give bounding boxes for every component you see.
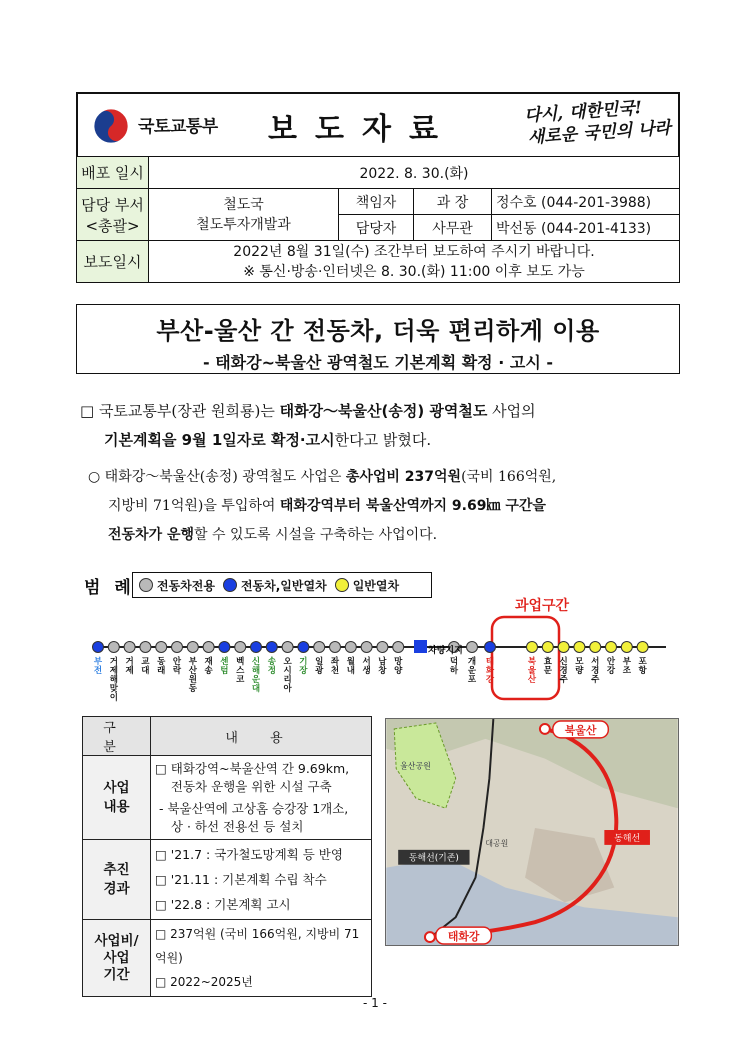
row-progress: [151, 840, 372, 920]
station-label-char: 광: [315, 666, 324, 676]
headline-box: [76, 304, 680, 374]
station-label-char: 강: [485, 675, 495, 685]
content-2-3: □ '22.8 : 기본계획 고시: [155, 897, 291, 912]
station-label-char: 내: [346, 666, 355, 676]
content-3-2: □ 2022~2025년: [155, 975, 253, 989]
paragraph-2-line-3: [108, 520, 437, 550]
content-3-1: □ 237억원 (국비 166억원, 지방비 71억원): [155, 927, 360, 965]
station-label-char: 재: [204, 657, 213, 667]
station-label-char: 기: [299, 657, 308, 667]
station-label-char: 남: [378, 657, 387, 667]
embargo-label: 보도일시: [77, 241, 149, 283]
cat-3: 사업비/ 사업 기간: [94, 932, 139, 983]
station-label-char: 부: [188, 657, 197, 667]
station-dot-1: [108, 642, 119, 653]
taehwagang-station-marker: [425, 932, 435, 942]
responsible-rank: 과 장: [414, 189, 492, 215]
station-dot-28: [606, 642, 617, 653]
station-label-char: 문: [543, 666, 552, 676]
station-label-char: 정: [267, 666, 276, 676]
station-label-char: 거: [125, 657, 134, 667]
station-dot-26: [574, 642, 585, 653]
station-label-char: 태: [485, 657, 495, 667]
station-label-char: 산: [188, 666, 197, 676]
dept-name-line2: 철도투자개발과: [196, 216, 291, 233]
summary-col-content: 내 용: [151, 717, 372, 756]
dept-name-line1: 철도국: [223, 196, 264, 213]
station-label-char: 대: [251, 684, 261, 694]
station-label-char: 서: [591, 657, 600, 667]
station-label-char: 일: [315, 657, 324, 667]
station-label-char: 벡: [236, 657, 245, 667]
content-1-2: 전동차 운행을 위한 시설 구축: [155, 778, 332, 794]
station-label-char: 산: [527, 675, 537, 685]
main-headline: 부산-울산 간 전동차, 더욱 편리하게 이용: [156, 317, 600, 345]
p2-text-b: 총사업비 237억원: [345, 469, 462, 485]
station-label-char: 좌: [330, 657, 340, 667]
station-label-char: 경: [591, 666, 600, 676]
station-dot-5: [172, 642, 183, 653]
station-label-char: 양: [394, 666, 403, 676]
responsible-contact: 정수호 (044-201-3988): [492, 189, 680, 215]
legend-title: 범 례: [84, 578, 135, 598]
summary-col-category: 구 분: [83, 717, 151, 756]
p1-text-a: □ 국토교통부(장관 원희룡)는: [80, 402, 280, 420]
station-label-char: 량: [575, 666, 584, 676]
p2-text-d: 지방비 71억원)을 투입하여: [108, 498, 280, 514]
station-label-char: 락: [172, 666, 182, 676]
station-label-char: 경: [559, 666, 568, 676]
staff-contact: 박선동 (044-201-4133): [492, 215, 680, 241]
paragraph-1-line-2: [104, 425, 431, 455]
station-dot-13: [298, 642, 309, 653]
bukulsan-station-marker: [540, 724, 550, 734]
station-label-char: 동: [157, 657, 166, 667]
staff-rank: 사무관: [414, 215, 492, 241]
station-label-char: 항: [638, 666, 647, 676]
row-budget-period-label: [83, 920, 151, 997]
station-dot-24: [542, 642, 553, 653]
station-label-char: 시: [283, 666, 292, 676]
route-map-image: [385, 718, 679, 946]
paragraph-2-line-2: [108, 491, 546, 521]
station-dot-19: [393, 642, 404, 653]
content-2-2: □ '21.11 : 기본계획 수립 착수: [155, 872, 327, 887]
p2-text-a: ○ 태화강～북울산(송정) 광역철도 사업은: [88, 469, 346, 485]
station-dot-0: [93, 642, 104, 653]
station-dot-23: [527, 642, 538, 653]
content-1-1: □ 태화강역~북울산역 간 9.69km,: [155, 760, 350, 776]
station-dot-8: [219, 642, 230, 653]
station-label-char: 부: [622, 657, 631, 667]
p1-text-c: 사업의: [487, 402, 536, 420]
row-budget-period: [151, 920, 372, 997]
station-label-char: 동: [188, 684, 197, 694]
station-label-char: 스: [236, 666, 245, 676]
station-dot-14: [314, 642, 325, 653]
document-type-title: 보도자료: [268, 112, 456, 147]
row-business-content: [151, 756, 372, 840]
station-label-char: 래: [157, 666, 166, 676]
station-label-char: 덕: [449, 657, 459, 667]
station-label-char: 서: [362, 657, 371, 667]
embargo-text: [149, 241, 680, 283]
existing-line-label: 동해선(기존): [408, 853, 459, 864]
station-label-char: 오: [283, 657, 292, 667]
station-label-char: 교: [141, 657, 150, 667]
station-dot-2: [124, 642, 135, 653]
dept-name: [149, 189, 339, 241]
station-label-char: 주: [559, 675, 568, 685]
taehwagang-label: 태화강: [447, 930, 480, 944]
station-dot-9: [235, 642, 246, 653]
station-label-char: 리: [283, 675, 292, 685]
park-label-2: 대공원: [485, 838, 509, 848]
station-label-char: 창: [378, 666, 387, 676]
cat-2: 추진 경과: [103, 861, 130, 897]
station-label-char: 울: [527, 666, 537, 676]
dept-label: [77, 189, 149, 241]
station-dot-27: [590, 642, 601, 653]
station-list: [93, 642, 649, 703]
station-label-char: 아: [283, 684, 292, 694]
station-dot-7: [203, 642, 214, 653]
station-label-char: 맞: [109, 684, 118, 694]
station-label-char: 송: [204, 666, 213, 676]
station-dot-18: [377, 642, 388, 653]
station-label-char: 대: [141, 666, 150, 676]
station-label-char: 센: [220, 657, 229, 667]
legend-both-trains: 전동차,일반열차: [240, 578, 327, 593]
bukulsan-label: 북울산: [564, 723, 597, 737]
station-label-char: 주: [591, 675, 600, 685]
station-dot-6: [187, 642, 198, 653]
page-number: - 1 -: [363, 996, 387, 1010]
station-dot-25: [558, 642, 569, 653]
station-dot-21: [467, 642, 478, 653]
station-label-char: 강: [606, 666, 616, 676]
station-label-char: 포: [638, 657, 647, 667]
embargo-line-1: 2022년 8월 31일(수) 조간부터 보도하여 주시기 바랍니다.: [233, 243, 595, 260]
station-dot-29: [621, 642, 632, 653]
station-label-char: 텀: [220, 666, 229, 676]
row-progress-label: [83, 840, 151, 920]
station-label-char: 안: [606, 657, 616, 667]
station-dot-3: [140, 642, 151, 653]
responsible-label: 책임자: [339, 189, 414, 215]
p2-text-e: 태화강역부터 북울산역까지 9.69㎞ 구간을: [279, 498, 546, 514]
row-business-content-label: [83, 756, 151, 840]
station-dot-22: [485, 642, 496, 653]
paragraph-2-line-1: [88, 462, 556, 492]
station-label-char: 조: [622, 666, 631, 676]
station-label-char: 화: [485, 666, 495, 676]
station-label-char: 포: [467, 675, 477, 685]
content-1-3: - 북울산역에 고상홈 승강장 1개소,: [155, 800, 349, 816]
p2-text-f: 전동차가 운행: [108, 527, 195, 543]
station-label-char: 전: [93, 666, 103, 676]
station-dot-11: [266, 642, 277, 653]
station-label-char: 운: [467, 666, 477, 676]
sub-headline: - 태화강~북울산 광역철도 기본계획 확정 · 고시 -: [203, 353, 553, 372]
legend-general-train: 일반열차: [352, 578, 400, 593]
station-label-char: 해: [251, 666, 261, 676]
station-label-char: 신: [559, 657, 568, 667]
dept-label-line1: 담당 부서: [81, 195, 144, 214]
station-dot-30: [637, 642, 648, 653]
station-label-char: 생: [362, 666, 371, 676]
slogan-line-2: 새로운 국민의 나라: [527, 118, 672, 149]
station-dot-15: [330, 642, 341, 653]
cat-1: 사업 내용: [103, 779, 130, 815]
content-2-1: □ '21.7 : 국가철도망계획 등 반영: [155, 847, 343, 862]
p2-text-g: 할 수 있도록 시설을 구축하는 사업이다.: [194, 527, 438, 543]
release-date: 2022. 8. 30.(화): [149, 157, 680, 189]
station-label-char: 효: [543, 657, 552, 667]
dept-label-line2: <총괄>: [85, 216, 140, 235]
p1-text-b: 태화강～북울산(송정) 광역철도: [279, 402, 488, 420]
p1-text-e: 한다고 밝혔다.: [334, 431, 432, 449]
station-label-char: 해: [109, 675, 118, 685]
station-label-char: 안: [172, 657, 182, 667]
station-dot-4: [156, 642, 167, 653]
ministry-name: 국토교통부: [138, 117, 218, 137]
release-date-label: 배포 일시: [77, 157, 149, 189]
taegeuk-logo-icon: [92, 107, 130, 145]
station-label-char: 모: [575, 657, 584, 667]
station-label-char: 이: [109, 693, 118, 702]
staff-label: 담당자: [339, 215, 414, 241]
slogan-line-1: 다시, 대한민국!: [523, 98, 643, 127]
station-label-char: 원: [188, 675, 197, 685]
contact-info-table: [76, 156, 680, 283]
station-label-char: 월: [346, 657, 355, 667]
station-dot-16: [345, 642, 356, 653]
depot-icon: [414, 640, 427, 653]
p1-text-d: 기본계획을 9월 1일자로 확정·고시: [104, 431, 335, 449]
station-label-char: 북: [527, 657, 537, 667]
station-label-char: 장: [299, 666, 308, 676]
depot-label: 차량기지: [428, 646, 463, 656]
station-label-char: 신: [251, 657, 261, 667]
station-label-char: 코: [236, 675, 245, 685]
station-label-char: 제: [109, 666, 118, 676]
station-label-char: 천: [330, 666, 340, 676]
station-label-char: 송: [267, 657, 276, 667]
embargo-line-2: ※ 통신·방송·인터넷은 8. 30.(화) 11:00 이후 보도 가능: [243, 263, 585, 280]
paragraph-1-line-1: [80, 396, 536, 426]
station-dot-17: [361, 642, 372, 653]
route-diagram: [76, 590, 676, 702]
station-label-char: 운: [251, 675, 261, 685]
legend-electric-only: 전동차전용: [157, 578, 215, 593]
station-label-char: 부: [93, 657, 103, 667]
project-summary-table: [82, 716, 372, 997]
content-1-4: 상 · 하선 전용선 등 설치: [155, 818, 304, 834]
station-label-char: 개: [467, 657, 477, 667]
project-section-label: 과업구간: [514, 598, 570, 614]
station-label-char: 거: [109, 657, 118, 667]
station-label-char: 하: [449, 666, 459, 676]
station-label-char: 제: [125, 666, 134, 676]
park-label: 울산공원: [400, 761, 431, 771]
station-label-char: 망: [394, 657, 403, 667]
station-dot-10: [251, 642, 262, 653]
station-dot-12: [282, 642, 293, 653]
p2-text-c: (국비 166억원,: [461, 469, 557, 485]
donghae-line-label: 동해선: [614, 833, 641, 844]
